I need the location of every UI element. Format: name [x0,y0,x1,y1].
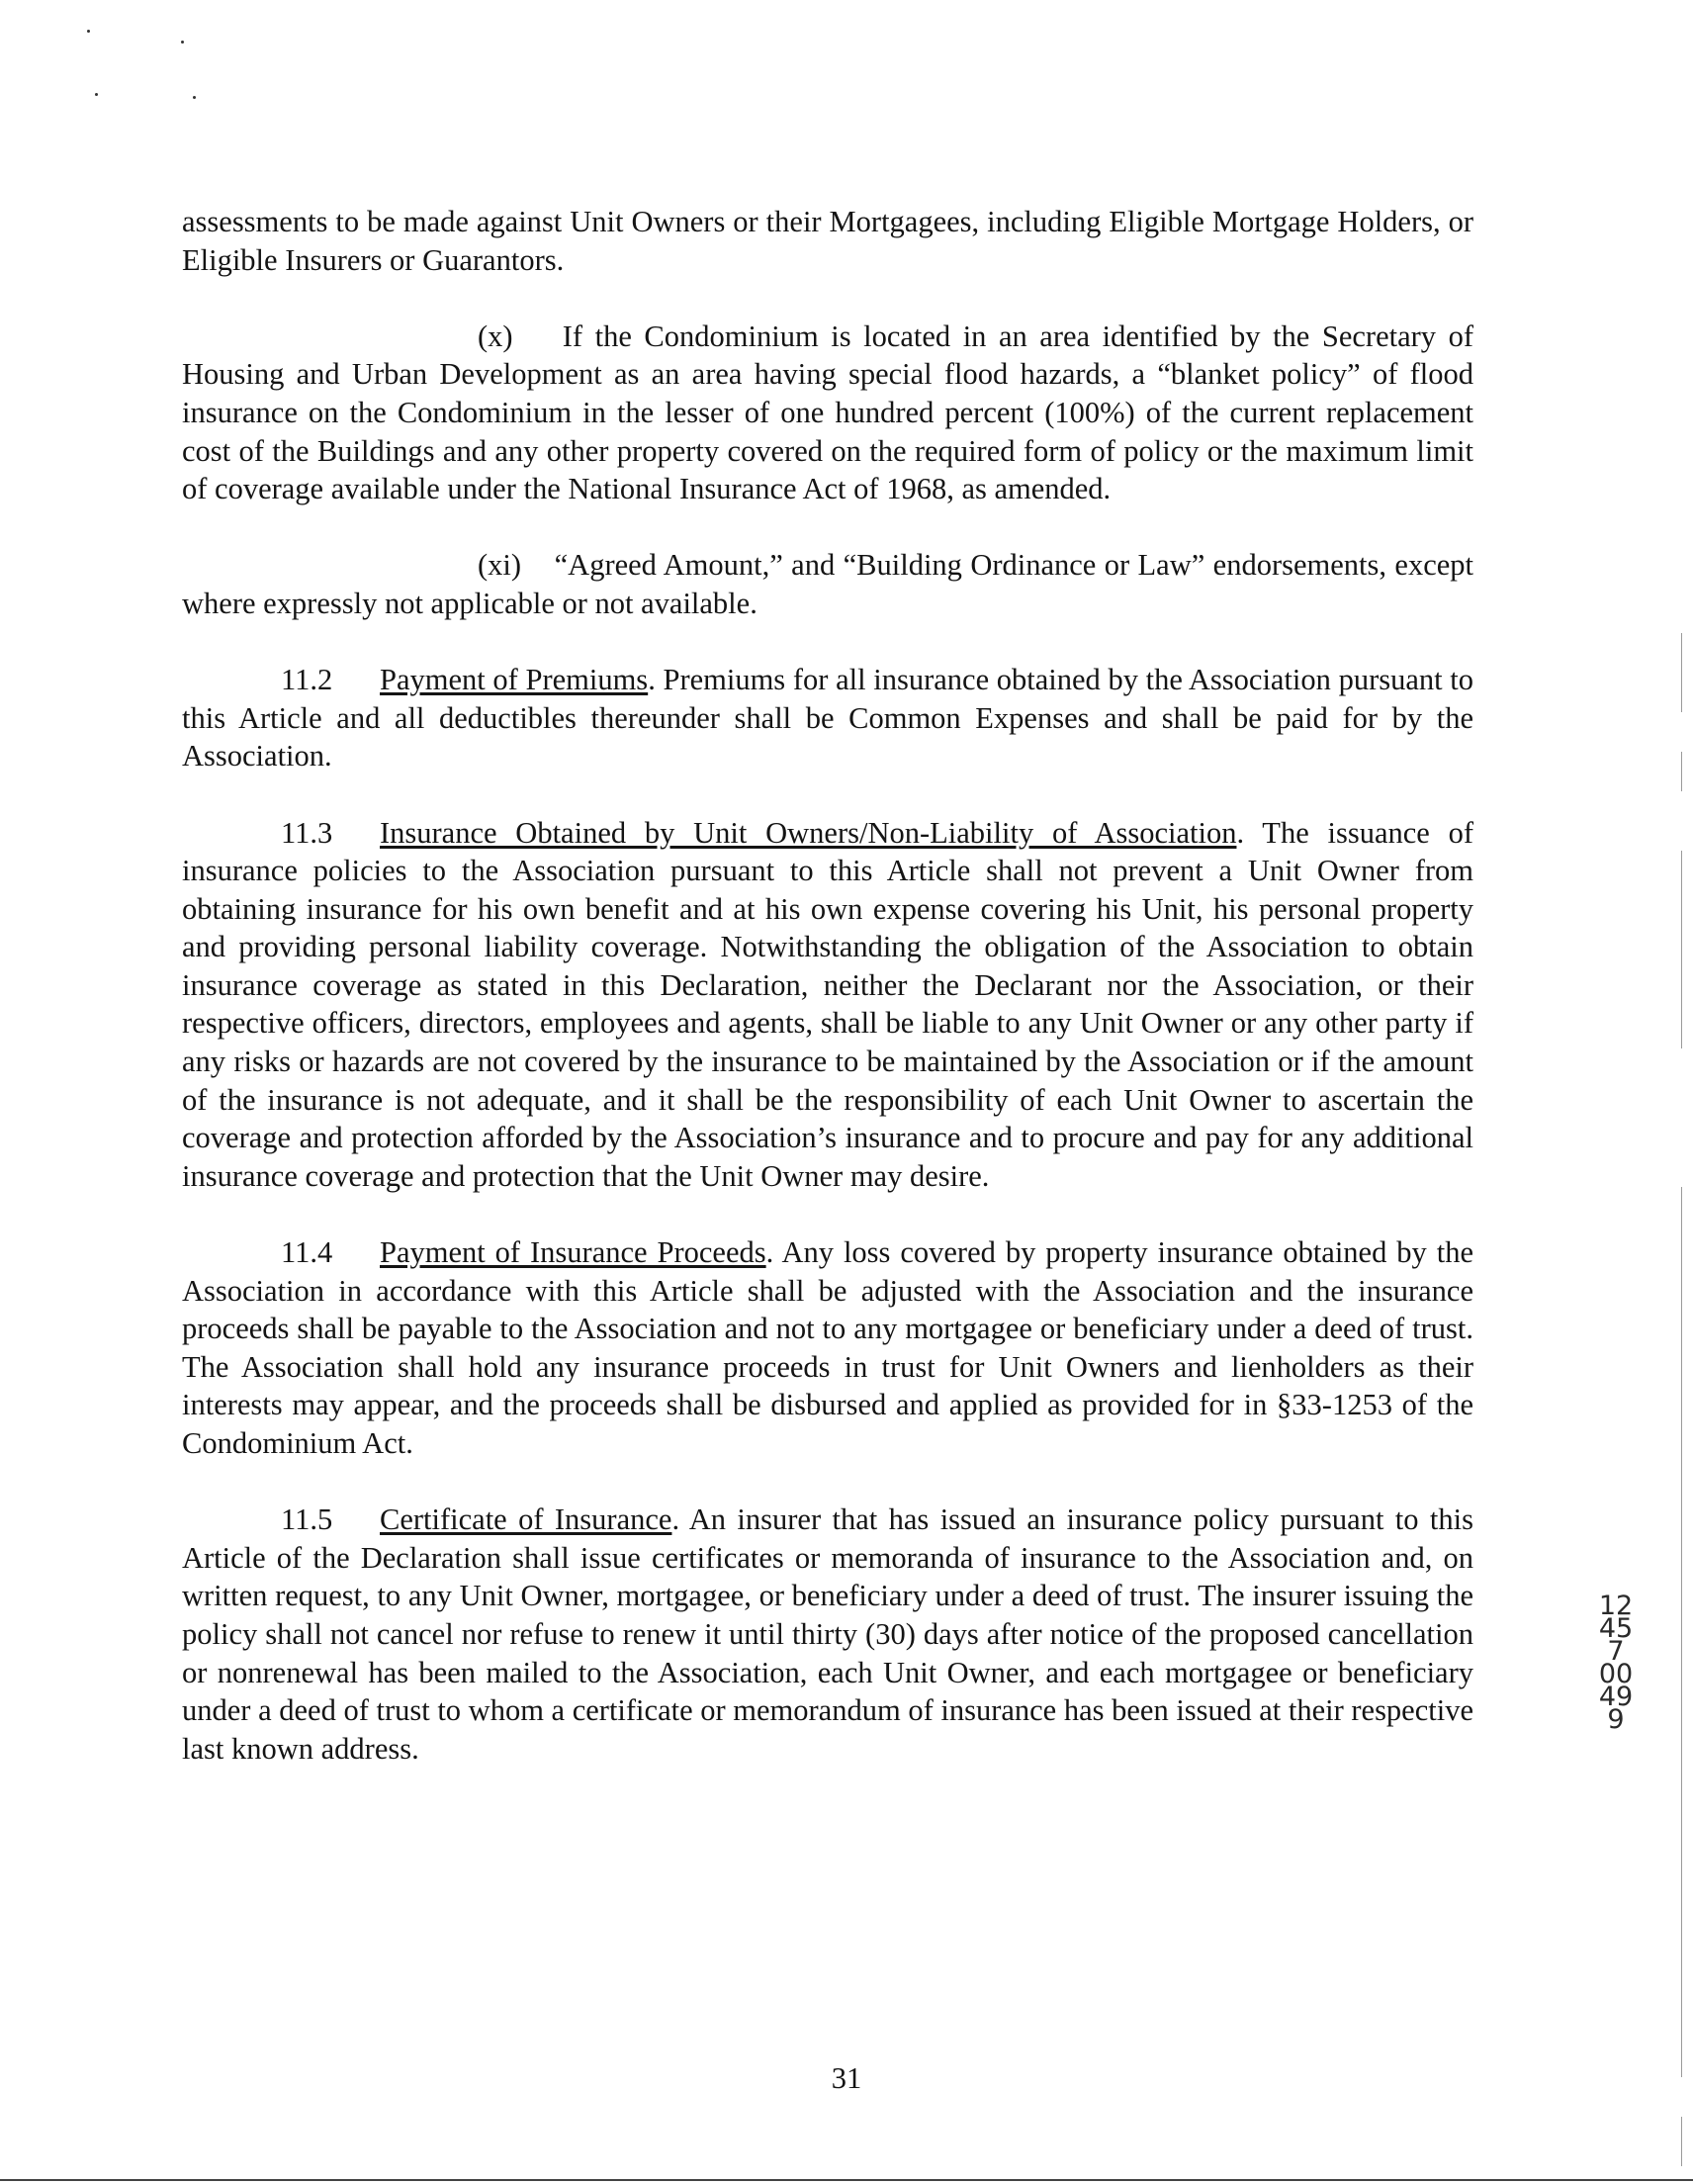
section-heading: Payment of Premiums [380,663,649,697]
item-text: If the Condominium is located in an area identified by the Secretary of Housing and Urban Development as an area having special flood hazards, a “blanket policy” of flood insurance on the Condominium in the lesser of one hundred percent (100%) of the current replacement cost of the Buildings and any other property covered on the required form of policy or the maximum limit of coverage available under the National Insurance Act of 1968, as amended. [182,318,1473,506]
page-number: 31 [831,2061,862,2095]
item-text: “Agreed Amount,” and “Building Ordinance or Law” endorsements, except where expressly not applicable or not available. [182,548,1473,620]
section-11-3 [182,814,1473,1196]
scan-bottom-edge [0,2179,1693,2181]
section-11-2 [182,661,1473,775]
scan-speck [95,93,98,96]
scan-speck [87,30,90,33]
section-number: 11.3 [281,815,333,850]
item-label: (x) [478,318,513,353]
section-heading: Certificate of Insurance [380,1502,672,1537]
scan-speck [193,96,196,99]
scan-edge-line [1681,851,1682,1048]
scan-edge-line [1681,752,1682,791]
section-heading: Insurance Obtained by Unit Owners/Non-Liability of Association [380,815,1237,850]
section-11-5 [182,1501,1473,1768]
document-body [182,203,1473,1806]
paragraph-item-xi [182,546,1473,622]
section-number: 11.4 [281,1235,333,1270]
item-label: (xi) [478,548,522,583]
paragraph-item-x [182,318,1473,508]
section-body: . The issuance of insurance policies to the Association pursuant to this Article shall not prevent a Unit Owner from obtaining insurance for his own benefit and at his own expense covering his Unit, his personal property and providing personal liability coverage. Notwithstanding the obligation of the Association to obtain insurance coverage as stated in this Declaration, neither the Declarant nor the Association, or their respective officers, directors, employees and agents, shall be liable to any Unit Owner or any other party if any risks or hazards are not covered by the insurance to be maintained by the Association or if the amount of the insurance is not adequate, and it shall be the responsibility of each Unit Owner to ascertain the coverage and protection afforded by the Association’s insurance and to procure and pay for any additional insurance coverage and protection that the Unit Owner may desire. [182,815,1473,1193]
section-body: . Premiums for all insurance obtained by the Association pursuant to this Article and all deductibles thereunder shall be Common Expenses and shall be paid for by the Association. [182,663,1473,774]
section-heading: Payment of Insurance Proceeds [380,1235,766,1270]
recording-stamp: 12457 00499 [1598,1591,1634,1735]
scan-edge-line [1681,1187,1682,2077]
section-number: 11.5 [281,1502,333,1537]
scan-speck [181,41,184,44]
section-body: . Any loss covered by property insurance obtained by the Association in accordance with this Article shall be adjusted with the Association and the insurance proceeds shall be payable to the Association and not to any mortgagee or beneficiary under a deed of trust. The Association shall hold any insurance proceeds in trust for Unit Owners and lienholders as their interests may appear, and the proceeds shall be disbursed and applied as provided for in §33-1253 of the Condominium Act. [182,1235,1473,1460]
scan-edge-line [1681,633,1682,712]
section-body: . An insurer that has issued an insurance policy pursuant to this Article of the Declaration shall issue certificates or memoranda of insurance to the Association and, on written request, to any Unit Owner, mortgagee, or beneficiary under a deed of trust. The insurer issuing the policy shall not cancel nor refuse to renew it until thirty (30) days after notice of the proposed cancellation or nonrenewal has been mailed to the Association, each Unit Owner, and each mortgagee or beneficiary under a deed of trust to whom a certificate or memorandum of insurance has been issued at their respective last known address. [182,1502,1473,1766]
section-number: 11.2 [281,663,333,697]
paragraph-continuation: assessments to be made against Unit Owners or their Mortgagees, including Eligible Mortgage Holders, or Eligible Insurers or Guarantors. [182,205,1473,277]
scan-edge-line [1681,2117,1682,2166]
section-11-4 [182,1233,1473,1463]
